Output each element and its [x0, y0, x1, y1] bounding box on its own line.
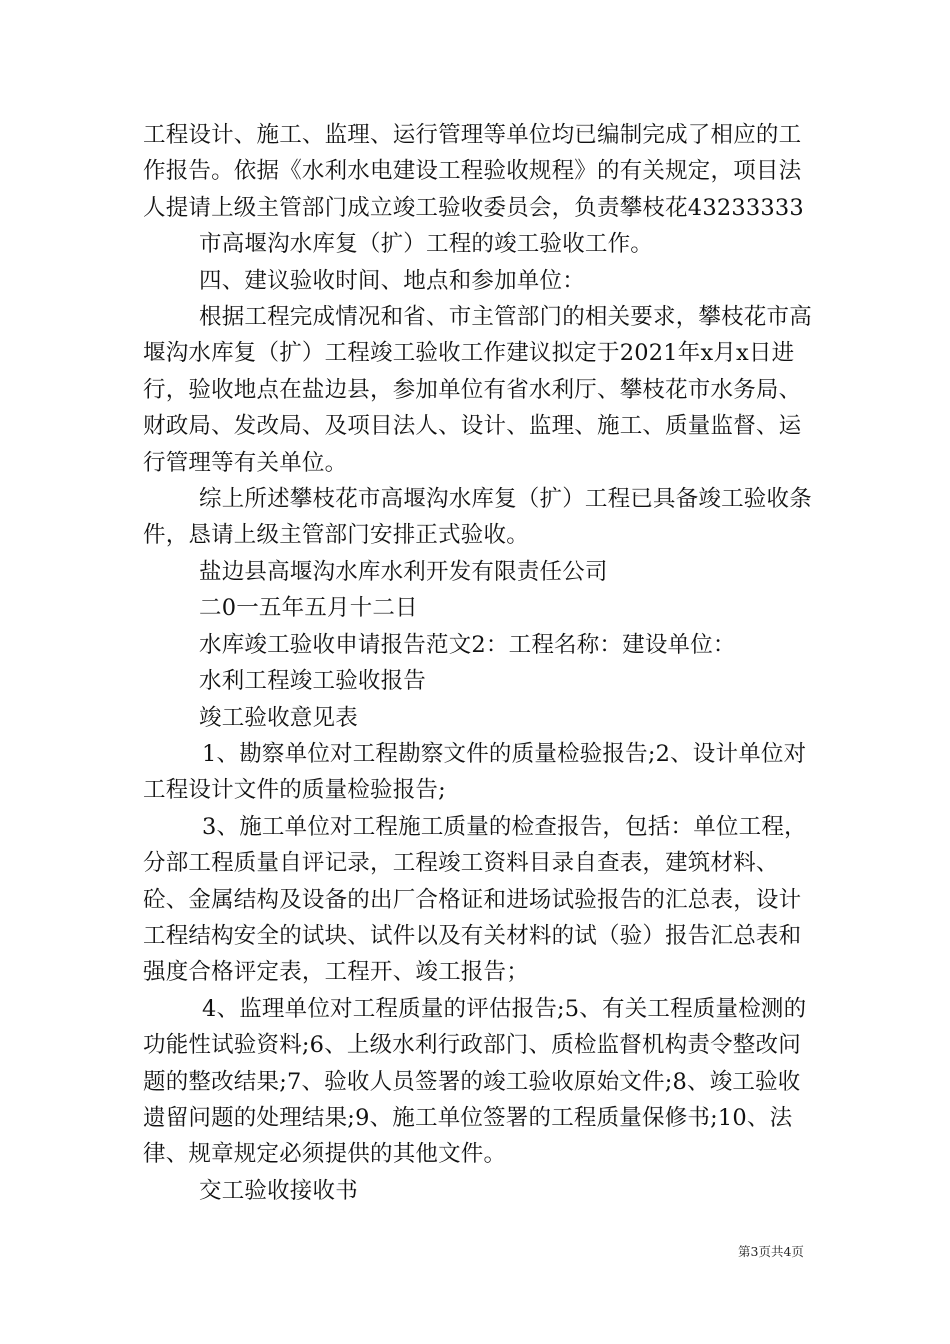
page-number: 第3页共4页	[738, 1244, 804, 1259]
handover-heading: 交工验收接收书	[199, 1177, 358, 1204]
signature-date: 二0一五年五月十二日	[199, 595, 418, 622]
paragraph-proposed-schedule: 根据工程完成情况和省、市主管部门的相关要求，攀枝花市高堰沟水库复（扩）工程竣工验收工作建议拟定于2021年x月x日进行，验收地点在盐边县，参加单位有省水利厅、攀枝花市水务局、财政局、发改局、及项目法人、设计、监理、施工、质量监督、运行管理等有关单位。	[143, 304, 812, 476]
list-item-4-10: 4、监理单位对工程质量的评估报告;5、有关工程质量检测的功能性试验资料;6、上级水利行政部门、质检监督机构责令整改问题的整改结果;7、验收人员签署的竣工验收原始文件;8、竣工验收遗留问题的处理结果;9、施工单位签署的工程质量保修书;10、法律、规章规定必须提供的其他文件。	[143, 995, 807, 1168]
paragraph-conclusion: 综上所述攀枝花市高堰沟水库复（扩）工程已具备竣工验收条件，恳请上级主管部门安排正式验收。	[143, 486, 812, 549]
signature-company: 盐边县高堰沟水库水利开发有限责任公司	[199, 558, 608, 585]
list-item-1-2: 1、勘察单位对工程勘察文件的质量检验报告;2、设计单位对工程设计文件的质量检验报告;	[143, 740, 807, 804]
section-heading-time-place: 四、建议验收时间、地点和参加单位：	[199, 267, 585, 294]
opinion-table-title: 竣工验收意见表	[199, 704, 358, 731]
sample-heading: 水库竣工验收申请报告范文2：工程名称：建设单位：	[199, 631, 736, 658]
list-item-3: 3、施工单位对工程施工质量的检查报告，包括：单位工程，分部工程质量自评记录，工程竣工资料目录自查表，建筑材料、砼、金属结构及设备的出厂合格证和进场试验报告的汇总表，设计工程结构安全的试块、试件以及有关材料的试（验）报告汇总表和强度合格评定表，工程开、竣工报告；	[143, 813, 807, 986]
paragraph-work-reports: 工程设计、施工、监理、运行管理等单位均已编制完成了相应的工作报告。依据《水利水电建设工程验收规程》的有关规定，项目法人提请上级主管部门成立竣工验收委员会，负责攀枝花43233333	[143, 122, 804, 221]
report-title: 水利工程竣工验收报告	[199, 668, 427, 695]
document-body	[143, 117, 823, 1209]
paragraph-acceptance-work: 市高堰沟水库复（扩）工程的竣工验收工作。	[199, 231, 654, 258]
